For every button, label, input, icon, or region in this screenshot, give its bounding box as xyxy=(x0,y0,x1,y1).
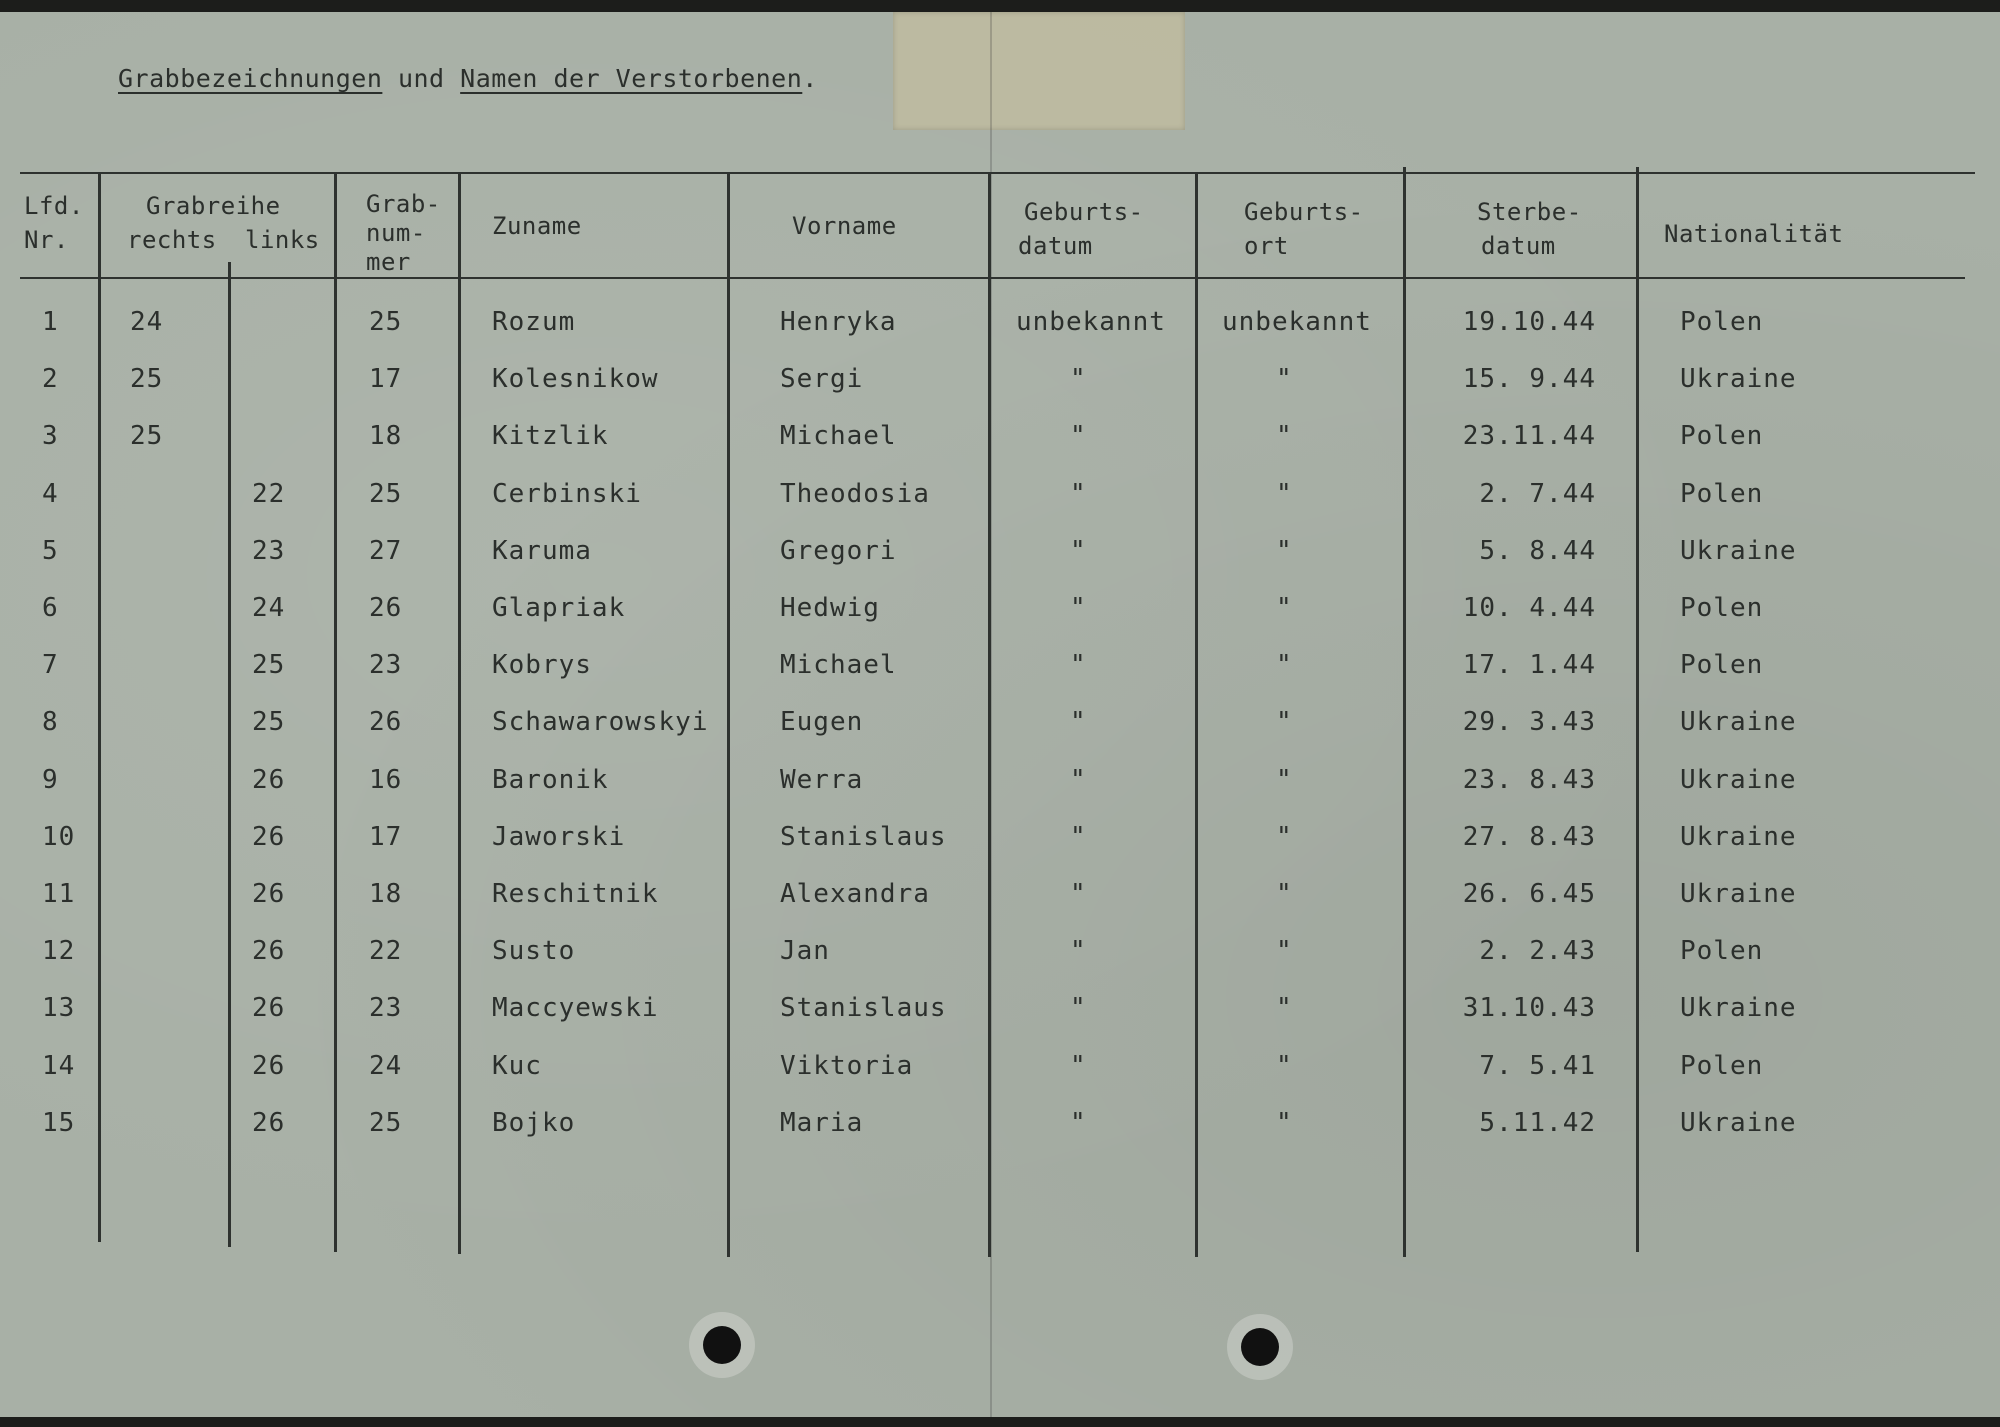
column-divider-3 xyxy=(334,172,337,1252)
cell-geburtsort: " xyxy=(1276,707,1293,738)
cell-geburtsdatum: " xyxy=(1070,593,1087,623)
cell-geburtsdatum: " xyxy=(1070,879,1087,909)
cell-nr: 3 xyxy=(42,421,59,452)
table-header-rule xyxy=(20,277,1965,279)
cell-zuname: Baronik xyxy=(492,764,609,795)
header-lfd-line1: Lfd. xyxy=(24,192,84,220)
header-geburtsdatum-line1: Geburts- xyxy=(1024,198,1144,226)
cell-geburtsort: " xyxy=(1276,821,1293,852)
cell-sterbedatum: 10. 4.44 xyxy=(1462,593,1596,623)
cell-geburtsdatum: " xyxy=(1070,650,1087,681)
cell-zuname: Schawarowskyi xyxy=(492,707,709,738)
cell-vorname: Theodosia xyxy=(780,478,930,509)
cell-nationalitaet: Polen xyxy=(1680,593,1764,623)
cell-sterbedatum: 2. 2.43 xyxy=(1479,936,1596,967)
cell-geburtsort: " xyxy=(1276,879,1293,909)
cell-grabreihe-links: 24 xyxy=(252,593,286,623)
cell-zuname: Susto xyxy=(492,936,576,967)
cell-geburtsort: " xyxy=(1276,1050,1293,1081)
cell-sterbedatum: 5. 8.44 xyxy=(1479,535,1596,566)
header-lfd-nr xyxy=(24,190,84,256)
column-divider-8 xyxy=(1403,167,1406,1257)
header-grabnummer-line1: Grab- xyxy=(366,190,441,218)
cell-geburtsdatum: " xyxy=(1070,364,1087,395)
cell-geburtsdatum: " xyxy=(1070,1107,1087,1138)
cell-nr: 5 xyxy=(42,535,59,566)
header-grabnummer-line3: mer xyxy=(366,248,411,276)
punch-hole-right xyxy=(1241,1328,1279,1366)
cell-grabreihe-links: 26 xyxy=(252,1050,286,1081)
title-part-graves: Grabbezeichnungen xyxy=(118,64,383,93)
cell-nationalitaet: Ukraine xyxy=(1680,993,1797,1024)
header-grabnummer-line2: num- xyxy=(366,219,426,247)
cell-nr: 12 xyxy=(42,936,76,967)
header-sterbedatum xyxy=(1477,196,1582,262)
cell-sterbedatum: 31.10.43 xyxy=(1462,993,1596,1024)
cell-vorname: Eugen xyxy=(780,707,864,738)
cell-grabnummer: 17 xyxy=(369,364,403,395)
cell-grabnummer: 22 xyxy=(369,936,403,967)
cell-nationalitaet: Polen xyxy=(1680,421,1764,452)
cell-zuname: Glapriak xyxy=(492,593,626,623)
cell-geburtsort: " xyxy=(1276,936,1293,967)
cell-geburtsdatum: " xyxy=(1070,993,1087,1024)
cell-nr: 1 xyxy=(42,307,59,337)
cell-grabnummer: 17 xyxy=(369,821,403,852)
cell-nationalitaet: Polen xyxy=(1680,1050,1764,1081)
cell-grabnummer: 18 xyxy=(369,879,403,909)
cell-grabreihe-links: 26 xyxy=(252,1107,286,1138)
cell-grabreihe-links: 26 xyxy=(252,993,286,1024)
column-divider-9 xyxy=(1636,167,1639,1252)
cell-nr: 11 xyxy=(42,879,76,909)
cell-nr: 8 xyxy=(42,707,59,738)
header-geburtsdatum xyxy=(1018,196,1144,262)
cell-grabreihe-links: 26 xyxy=(252,764,286,795)
column-divider-4 xyxy=(458,172,461,1254)
header-vorname: Vorname xyxy=(792,212,897,240)
cell-nationalitaet: Ukraine xyxy=(1680,364,1797,395)
cell-geburtsort: " xyxy=(1276,650,1293,681)
cell-sterbedatum: 23.11.44 xyxy=(1462,421,1596,452)
header-links: links xyxy=(245,226,320,254)
column-divider-6 xyxy=(988,172,991,1257)
cell-nr: 14 xyxy=(42,1050,76,1081)
cell-nationalitaet: Ukraine xyxy=(1680,879,1797,909)
header-geburtsdatum-line2: datum xyxy=(1018,232,1093,260)
cell-grabreihe-links: 26 xyxy=(252,879,286,909)
cell-grabreihe-rechts: 25 xyxy=(130,364,164,395)
cell-zuname: Kobrys xyxy=(492,650,592,681)
cell-sterbedatum: 26. 6.45 xyxy=(1462,879,1596,909)
header-lfd-line2: Nr. xyxy=(24,226,69,254)
cell-nr: 15 xyxy=(42,1107,76,1138)
title-part-names: Namen der Verstorbenen xyxy=(460,64,803,93)
cell-zuname: Bojko xyxy=(492,1107,576,1138)
cell-grabnummer: 23 xyxy=(369,650,403,681)
cell-vorname: Alexandra xyxy=(780,879,930,909)
adhesive-tape xyxy=(893,12,1185,130)
cell-vorname: Stanislaus xyxy=(780,821,947,852)
header-zuname: Zuname xyxy=(492,212,582,240)
cell-nr: 4 xyxy=(42,478,59,509)
cell-geburtsdatum: " xyxy=(1070,821,1087,852)
cell-geburtsort: " xyxy=(1276,764,1293,795)
cell-geburtsort: " xyxy=(1276,1107,1293,1138)
title-and: und xyxy=(397,64,445,93)
cell-zuname: Kitzlik xyxy=(492,421,609,452)
cell-sterbedatum: 7. 5.41 xyxy=(1479,1050,1596,1081)
cell-grabnummer: 26 xyxy=(369,707,403,738)
cell-geburtsort: " xyxy=(1276,421,1293,452)
cell-grabnummer: 16 xyxy=(369,764,403,795)
cell-vorname: Viktoria xyxy=(780,1050,914,1081)
cell-zuname: Kolesnikow xyxy=(492,364,659,395)
header-geburtsort xyxy=(1244,196,1364,262)
cell-sterbedatum: 19.10.44 xyxy=(1462,307,1596,337)
cell-geburtsdatum: " xyxy=(1070,535,1087,566)
cell-nationalitaet: Ukraine xyxy=(1680,535,1797,566)
document-sheet xyxy=(0,12,2000,1417)
cell-sterbedatum: 17. 1.44 xyxy=(1462,650,1596,681)
cell-zuname: Reschitnik xyxy=(492,879,659,909)
cell-grabnummer: 26 xyxy=(369,593,403,623)
cell-nationalitaet: Polen xyxy=(1680,936,1764,967)
cell-vorname: Gregori xyxy=(780,535,897,566)
cell-zuname: Maccyewski xyxy=(492,993,659,1024)
cell-vorname: Stanislaus xyxy=(780,993,947,1024)
cell-vorname: Jan xyxy=(780,936,830,967)
cell-grabnummer: 27 xyxy=(369,535,403,566)
cell-grabreihe-links: 26 xyxy=(252,936,286,967)
cell-grabnummer: 24 xyxy=(369,1050,403,1081)
cell-geburtsort: " xyxy=(1276,993,1293,1024)
cell-nr: 10 xyxy=(42,821,76,852)
cell-sterbedatum: 23. 8.43 xyxy=(1462,764,1596,795)
cell-vorname: Henryka xyxy=(780,307,897,337)
cell-geburtsdatum: " xyxy=(1070,764,1087,795)
cell-grabreihe-links: 25 xyxy=(252,707,286,738)
cell-grabreihe-links: 26 xyxy=(252,821,286,852)
cell-nr: 9 xyxy=(42,764,59,795)
table-top-rule xyxy=(20,172,1975,174)
cell-nationalitaet: Ukraine xyxy=(1680,1107,1797,1138)
cell-vorname: Michael xyxy=(780,421,897,452)
cell-geburtsdatum: " xyxy=(1070,707,1087,738)
header-nationalitaet: Nationalität xyxy=(1664,220,1844,248)
title-dot: . xyxy=(802,64,818,93)
cell-nationalitaet: Polen xyxy=(1680,307,1764,337)
cell-grabreihe-links: 22 xyxy=(252,478,286,509)
cell-geburtsort: " xyxy=(1276,364,1293,395)
header-grabnummer xyxy=(366,190,441,277)
header-geburtsort-line2: ort xyxy=(1244,232,1289,260)
column-divider-1 xyxy=(98,172,101,1242)
header-sterbedatum-line1: Sterbe- xyxy=(1477,198,1582,226)
cell-nationalitaet: Ukraine xyxy=(1680,764,1797,795)
cell-grabnummer: 25 xyxy=(369,307,403,337)
cell-zuname: Cerbinski xyxy=(492,478,642,509)
document-title xyxy=(118,64,818,93)
cell-zuname: Jaworski xyxy=(492,821,626,852)
cell-geburtsdatum: unbekannt xyxy=(1016,307,1166,337)
header-grabreihe: Grabreihe xyxy=(146,192,281,220)
column-divider-7 xyxy=(1195,172,1198,1257)
column-divider-5 xyxy=(727,172,730,1257)
cell-vorname: Michael xyxy=(780,650,897,681)
cell-grabreihe-rechts: 25 xyxy=(130,421,164,452)
column-divider-2 xyxy=(228,262,231,1247)
cell-vorname: Werra xyxy=(780,764,864,795)
cell-geburtsort: " xyxy=(1276,535,1293,566)
cell-zuname: Kuc xyxy=(492,1050,542,1081)
cell-geburtsort: " xyxy=(1276,593,1293,623)
cell-sterbedatum: 5.11.42 xyxy=(1479,1107,1596,1138)
cell-nationalitaet: Polen xyxy=(1680,650,1764,681)
cell-geburtsdatum: " xyxy=(1070,1050,1087,1081)
punch-hole-left xyxy=(703,1326,741,1364)
cell-sterbedatum: 29. 3.43 xyxy=(1462,707,1596,738)
cell-geburtsort: unbekannt xyxy=(1222,307,1372,337)
cell-nr: 2 xyxy=(42,364,59,395)
cell-grabreihe-rechts: 24 xyxy=(130,307,164,337)
cell-grabreihe-links: 23 xyxy=(252,535,286,566)
cell-grabreihe-links: 25 xyxy=(252,650,286,681)
cell-nr: 7 xyxy=(42,650,59,681)
cell-nationalitaet: Ukraine xyxy=(1680,707,1797,738)
cell-sterbedatum: 27. 8.43 xyxy=(1462,821,1596,852)
cell-nationalitaet: Polen xyxy=(1680,478,1764,509)
cell-nr: 13 xyxy=(42,993,76,1024)
cell-geburtsdatum: " xyxy=(1070,421,1087,452)
cell-sterbedatum: 15. 9.44 xyxy=(1462,364,1596,395)
cell-vorname: Sergi xyxy=(780,364,864,395)
cell-grabnummer: 23 xyxy=(369,993,403,1024)
cell-zuname: Rozum xyxy=(492,307,576,337)
cell-grabnummer: 25 xyxy=(369,478,403,509)
cell-nationalitaet: Ukraine xyxy=(1680,821,1797,852)
cell-vorname: Hedwig xyxy=(780,593,880,623)
cell-grabnummer: 18 xyxy=(369,421,403,452)
cell-geburtsdatum: " xyxy=(1070,478,1087,509)
cell-nr: 6 xyxy=(42,593,59,623)
cell-geburtsort: " xyxy=(1276,478,1293,509)
cell-sterbedatum: 2. 7.44 xyxy=(1479,478,1596,509)
header-sterbedatum-line2: datum xyxy=(1481,232,1556,260)
cell-zuname: Karuma xyxy=(492,535,592,566)
cell-geburtsdatum: " xyxy=(1070,936,1087,967)
cell-vorname: Maria xyxy=(780,1107,864,1138)
cell-grabnummer: 25 xyxy=(369,1107,403,1138)
header-geburtsort-line1: Geburts- xyxy=(1244,198,1364,226)
header-rechts: rechts xyxy=(127,226,217,254)
